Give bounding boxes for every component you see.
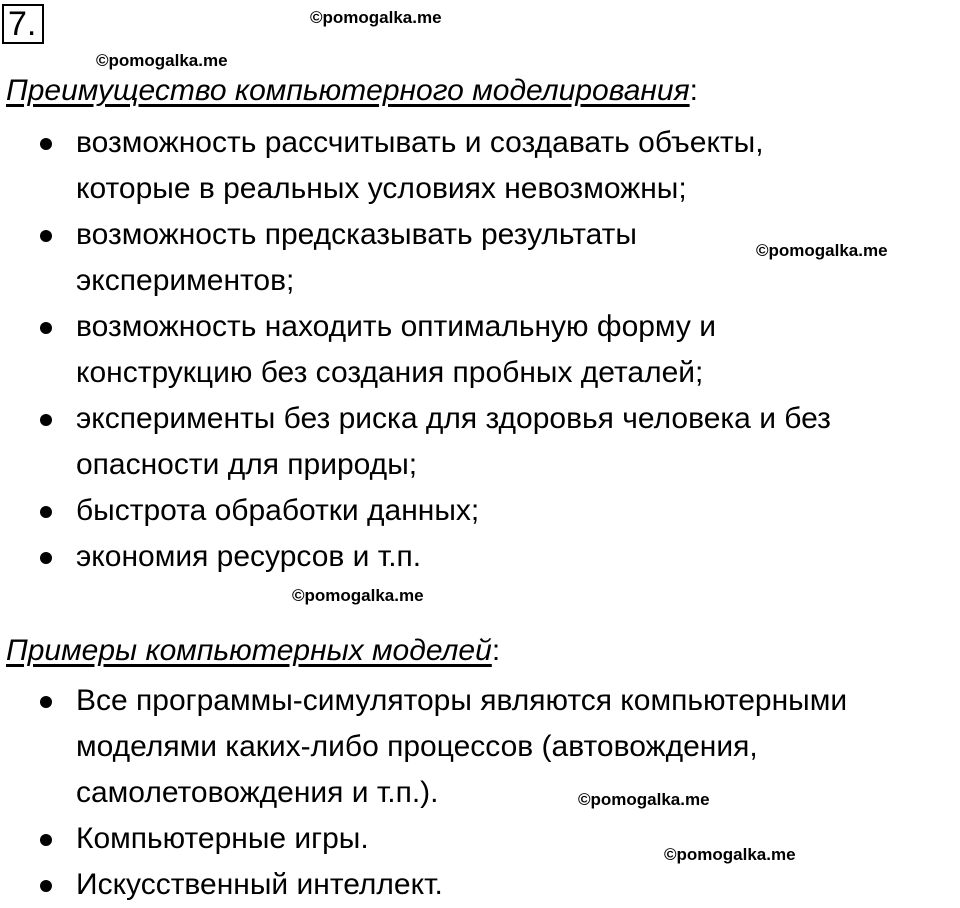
bullet-item-line: Искусственный интеллект. [76, 868, 443, 901]
watermark: ©pomogalka.me [578, 790, 710, 809]
bullet-item-line: Все программы-симуляторы являются компьютерными [76, 684, 848, 717]
bullet-item [0, 396, 831, 488]
section1-heading [6, 74, 698, 108]
watermark: ©pomogalka.me [756, 241, 888, 260]
bullet-item [0, 304, 831, 396]
task-number: 7. [2, 4, 44, 44]
watermark: ©pomogalka.me [310, 8, 442, 27]
section1-heading-text: Преимущество компьютерного моделирования [6, 74, 690, 107]
bullet-item-line: моделями каких-либо процессов (автовождения, [76, 730, 758, 763]
bullet-item-line: возможность предсказывать результаты [76, 218, 637, 251]
bullet-item-line: экспериментов; [76, 264, 295, 297]
section1-list [0, 120, 831, 580]
watermark: ©pomogalka.me [664, 845, 796, 864]
section2-heading [6, 634, 500, 668]
bullet-item [0, 120, 831, 212]
bullet-item [0, 862, 847, 908]
bullet-item-line: которые в реальных условиях невозможны; [76, 172, 687, 205]
bullet-item-line: Компьютерные игры. [76, 822, 369, 855]
bullet-item-line: самолетовождения и т.п.). [76, 776, 439, 809]
bullet-item [0, 534, 831, 580]
watermark: ©pomogalka.me [96, 51, 228, 70]
bullet-item [0, 816, 847, 862]
bullet-item [0, 488, 831, 534]
bullet-item [0, 212, 831, 304]
bullet-item-line: возможность рассчитывать и создавать объекты, [76, 126, 764, 159]
watermark: ©pomogalka.me [292, 586, 424, 605]
bullet-item-line: опасности для природы; [76, 448, 418, 481]
bullet-item-line: экономия ресурсов и т.п. [76, 540, 422, 573]
bullet-item-line: быстрота обработки данных; [76, 494, 480, 527]
bullet-item-line: возможность находить оптимальную форму и [76, 310, 716, 343]
section1-heading-colon: : [689, 74, 698, 107]
section2-heading-text: Примеры компьютерных моделей [6, 634, 492, 667]
section2-heading-colon: : [491, 634, 501, 667]
bullet-item-line: конструкцию без создания пробных деталей; [76, 356, 704, 389]
bullet-item [0, 678, 847, 816]
section2-list [0, 678, 847, 908]
bullet-item-line: эксперименты без риска для здоровья человека и без [76, 402, 831, 435]
